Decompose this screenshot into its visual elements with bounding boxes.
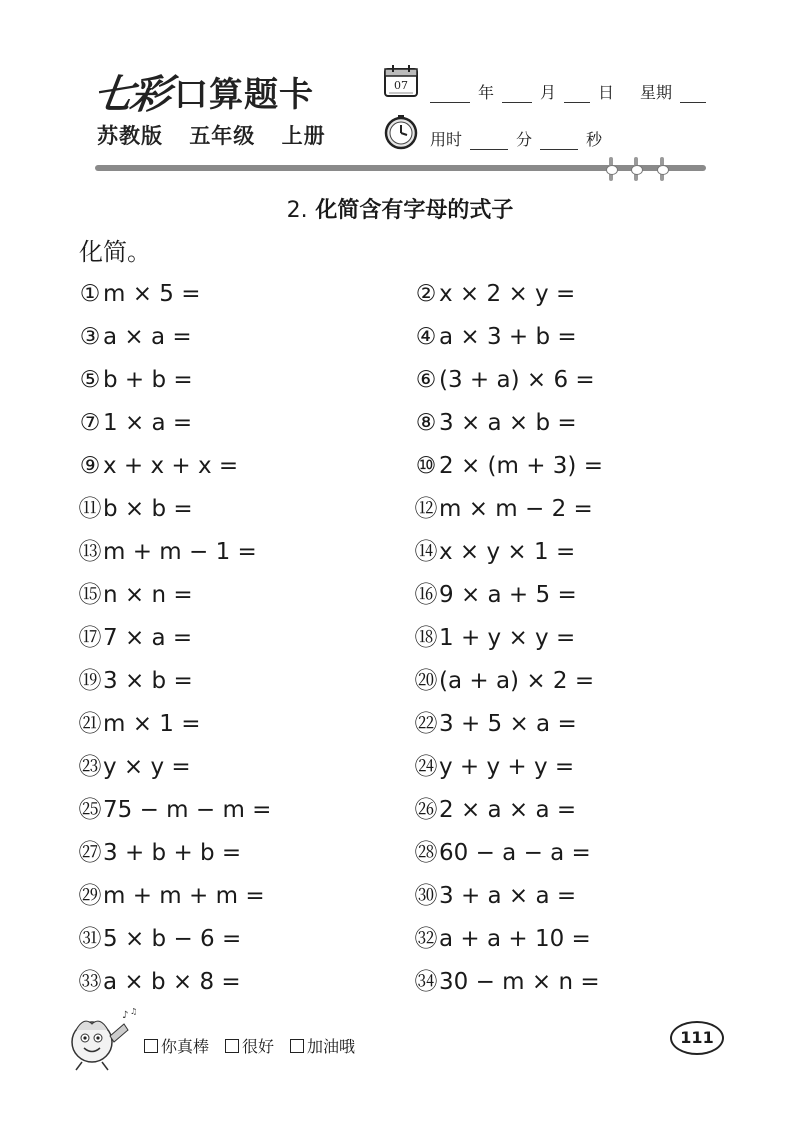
problem-item (414, 316, 603, 359)
svg-text:♪: ♪ (122, 1010, 129, 1021)
rating-keep-going[interactable] (290, 1034, 355, 1057)
clock-icon (383, 114, 419, 150)
calendar-day: 07 (394, 79, 408, 92)
date-fields (426, 80, 710, 103)
checkbox-icon[interactable] (290, 1039, 304, 1053)
page-number: 111 (670, 1021, 724, 1055)
weekday-blank[interactable] (680, 86, 706, 103)
seconds-blank[interactable] (540, 133, 578, 150)
section-title-text: 化简含有字母的式子 (315, 198, 514, 223)
minutes-label: 分 (516, 130, 533, 149)
minutes-blank[interactable] (470, 133, 508, 150)
problem-expression: 3 × a × b = (439, 410, 577, 436)
problem-number: ㉔ (414, 754, 438, 780)
problem-item (414, 918, 603, 961)
problem-expression: 1 + y × y = (439, 625, 576, 651)
problem-item (78, 488, 271, 531)
time-used-label: 用时 (430, 130, 463, 149)
instruction: 化简。 (79, 238, 151, 266)
grade: 五年级 (189, 124, 256, 148)
problem-number: ⑯ (414, 582, 438, 608)
problem-item (78, 918, 271, 961)
problem-item (414, 961, 603, 1004)
rating-options (144, 1034, 371, 1057)
problem-number: ⑱ (414, 625, 438, 651)
problem-expression: 3 + 5 × a = (439, 711, 577, 737)
binder-ring (609, 157, 613, 181)
problem-item (414, 789, 603, 832)
checkbox-icon[interactable] (225, 1039, 239, 1053)
section-title (0, 193, 800, 224)
problem-expression: 1 × a = (103, 410, 193, 436)
problem-item (414, 617, 603, 660)
problem-number: ⑫ (414, 496, 438, 522)
problem-item (414, 445, 603, 488)
problem-item (78, 617, 271, 660)
problem-expression: (a + a) × 2 = (439, 668, 595, 694)
problem-item (414, 574, 603, 617)
problem-item (78, 789, 271, 832)
weekday-label: 星期 (640, 83, 673, 102)
edition: 苏教版 (97, 124, 163, 148)
problem-number: ⑭ (414, 539, 438, 565)
mascot-icon (62, 1006, 138, 1072)
problem-number: ⑪ (78, 496, 102, 522)
problem-number: ⑰ (78, 625, 102, 651)
problem-item (414, 703, 603, 746)
problem-expression: a + a + 10 = (439, 926, 591, 952)
rating-great[interactable] (144, 1034, 209, 1057)
problem-item (78, 402, 271, 445)
problem-number: ㉖ (414, 797, 438, 823)
month-blank[interactable] (502, 86, 532, 103)
problem-number: ㉚ (414, 883, 438, 909)
year-blank[interactable] (430, 86, 470, 103)
edition-line (97, 120, 344, 150)
problem-number: ㉞ (414, 969, 438, 995)
problem-number: ⑮ (78, 582, 102, 608)
volume: 上册 (281, 124, 326, 148)
problem-expression: 2 × (m + 3) = (439, 453, 603, 479)
problem-expression: 3 + a × a = (439, 883, 577, 909)
problem-item (414, 832, 603, 875)
year-label: 年 (478, 83, 495, 102)
problem-expression: 60 − a − a = (439, 840, 591, 866)
day-blank[interactable] (564, 86, 590, 103)
section-number: 2. (286, 198, 308, 223)
problem-number: ① (79, 281, 101, 307)
problem-number: ⑳ (414, 668, 438, 694)
problem-expression: x × 2 × y = (439, 281, 576, 307)
problem-number: ㉑ (78, 711, 102, 737)
problem-expression: m × m − 2 = (439, 496, 593, 522)
problem-number: ⑨ (79, 453, 101, 479)
problem-number: ㉝ (78, 969, 102, 995)
problem-expression: 9 × a + 5 = (439, 582, 577, 608)
problem-expression: x × y × 1 = (439, 539, 576, 565)
checkbox-icon[interactable] (144, 1039, 158, 1053)
problem-number: ㉘ (414, 840, 438, 866)
problem-item (78, 703, 271, 746)
problem-number: ⑥ (415, 367, 437, 393)
problem-number: ㉛ (78, 926, 102, 952)
problem-number: ⑤ (79, 367, 101, 393)
problem-item (78, 832, 271, 875)
problem-expression: m × 1 = (103, 711, 201, 737)
problem-expression: 30 − m × n = (439, 969, 600, 995)
problem-item (78, 574, 271, 617)
brand-title: 口算题卡 (174, 74, 314, 115)
problem-item (78, 746, 271, 789)
problem-number: ㉜ (414, 926, 438, 952)
svg-text:♫: ♫ (130, 1007, 138, 1016)
problem-item (414, 746, 603, 789)
problem-number: ④ (415, 324, 437, 350)
problem-item (414, 273, 603, 316)
problem-item (78, 875, 271, 918)
problem-expression: n × n = (103, 582, 193, 608)
problem-expression: m + m + m = (103, 883, 265, 909)
problem-number: ② (415, 281, 437, 307)
problem-expression: b + b = (103, 367, 193, 393)
problem-expression: y + y + y = (439, 754, 575, 780)
problem-column-right (414, 273, 603, 1004)
problem-item (414, 402, 603, 445)
calendar-icon (383, 64, 419, 98)
problem-item (414, 531, 603, 574)
problem-expression: 3 × b = (103, 668, 193, 694)
rating-label: 你真棒 (161, 1037, 210, 1056)
problem-expression: 2 × a × a = (439, 797, 577, 823)
problem-item (414, 875, 603, 918)
binder-ring (634, 157, 638, 181)
month-label: 月 (540, 83, 557, 102)
problem-number: ③ (79, 324, 101, 350)
problem-item (414, 488, 603, 531)
problem-number: ㉓ (78, 754, 102, 780)
problem-item (78, 273, 271, 316)
problem-number: ㉒ (414, 711, 438, 737)
problem-item (414, 660, 603, 703)
problem-expression: y × y = (103, 754, 191, 780)
problem-column-left (78, 273, 271, 1004)
problem-expression: m + m − 1 = (103, 539, 257, 565)
problem-item (78, 531, 271, 574)
problem-number: ⑬ (78, 539, 102, 565)
problem-expression: x + x + x = (103, 453, 239, 479)
problem-number: ⑦ (79, 410, 101, 436)
problem-number: ㉗ (78, 840, 102, 866)
problem-number: ㉕ (78, 797, 102, 823)
problem-item (78, 660, 271, 703)
rating-label: 加油哦 (307, 1037, 356, 1056)
problem-expression: 75 − m − m = (103, 797, 272, 823)
problem-number: ⑩ (415, 453, 437, 479)
problem-item (78, 359, 271, 402)
problem-expression: m × 5 = (103, 281, 201, 307)
day-label: 日 (598, 83, 615, 102)
problem-item (414, 359, 603, 402)
problem-expression: a × 3 + b = (439, 324, 577, 350)
problem-item (78, 961, 271, 1004)
problem-expression: 7 × a = (103, 625, 193, 651)
problem-expression: 3 + b + b = (103, 840, 242, 866)
brand-logo (90, 66, 314, 118)
rating-good[interactable] (225, 1034, 274, 1057)
seconds-label: 秒 (586, 130, 603, 149)
time-fields (426, 127, 606, 150)
problem-expression: (3 + a) × 6 = (439, 367, 595, 393)
problem-expression: a × a = (103, 324, 192, 350)
binder-ring (660, 157, 664, 181)
problem-number: ㉙ (78, 883, 102, 909)
problem-item (78, 316, 271, 359)
problem-expression: b × b = (103, 496, 193, 522)
problem-number: ⑲ (78, 668, 102, 694)
problem-expression: 5 × b − 6 = (103, 926, 242, 952)
problem-number: ⑧ (415, 410, 437, 436)
problem-expression: a × b × 8 = (103, 969, 241, 995)
brand-deco-text: 七彩 (90, 70, 171, 118)
rating-label: 很好 (242, 1037, 275, 1056)
problem-item (78, 445, 271, 488)
